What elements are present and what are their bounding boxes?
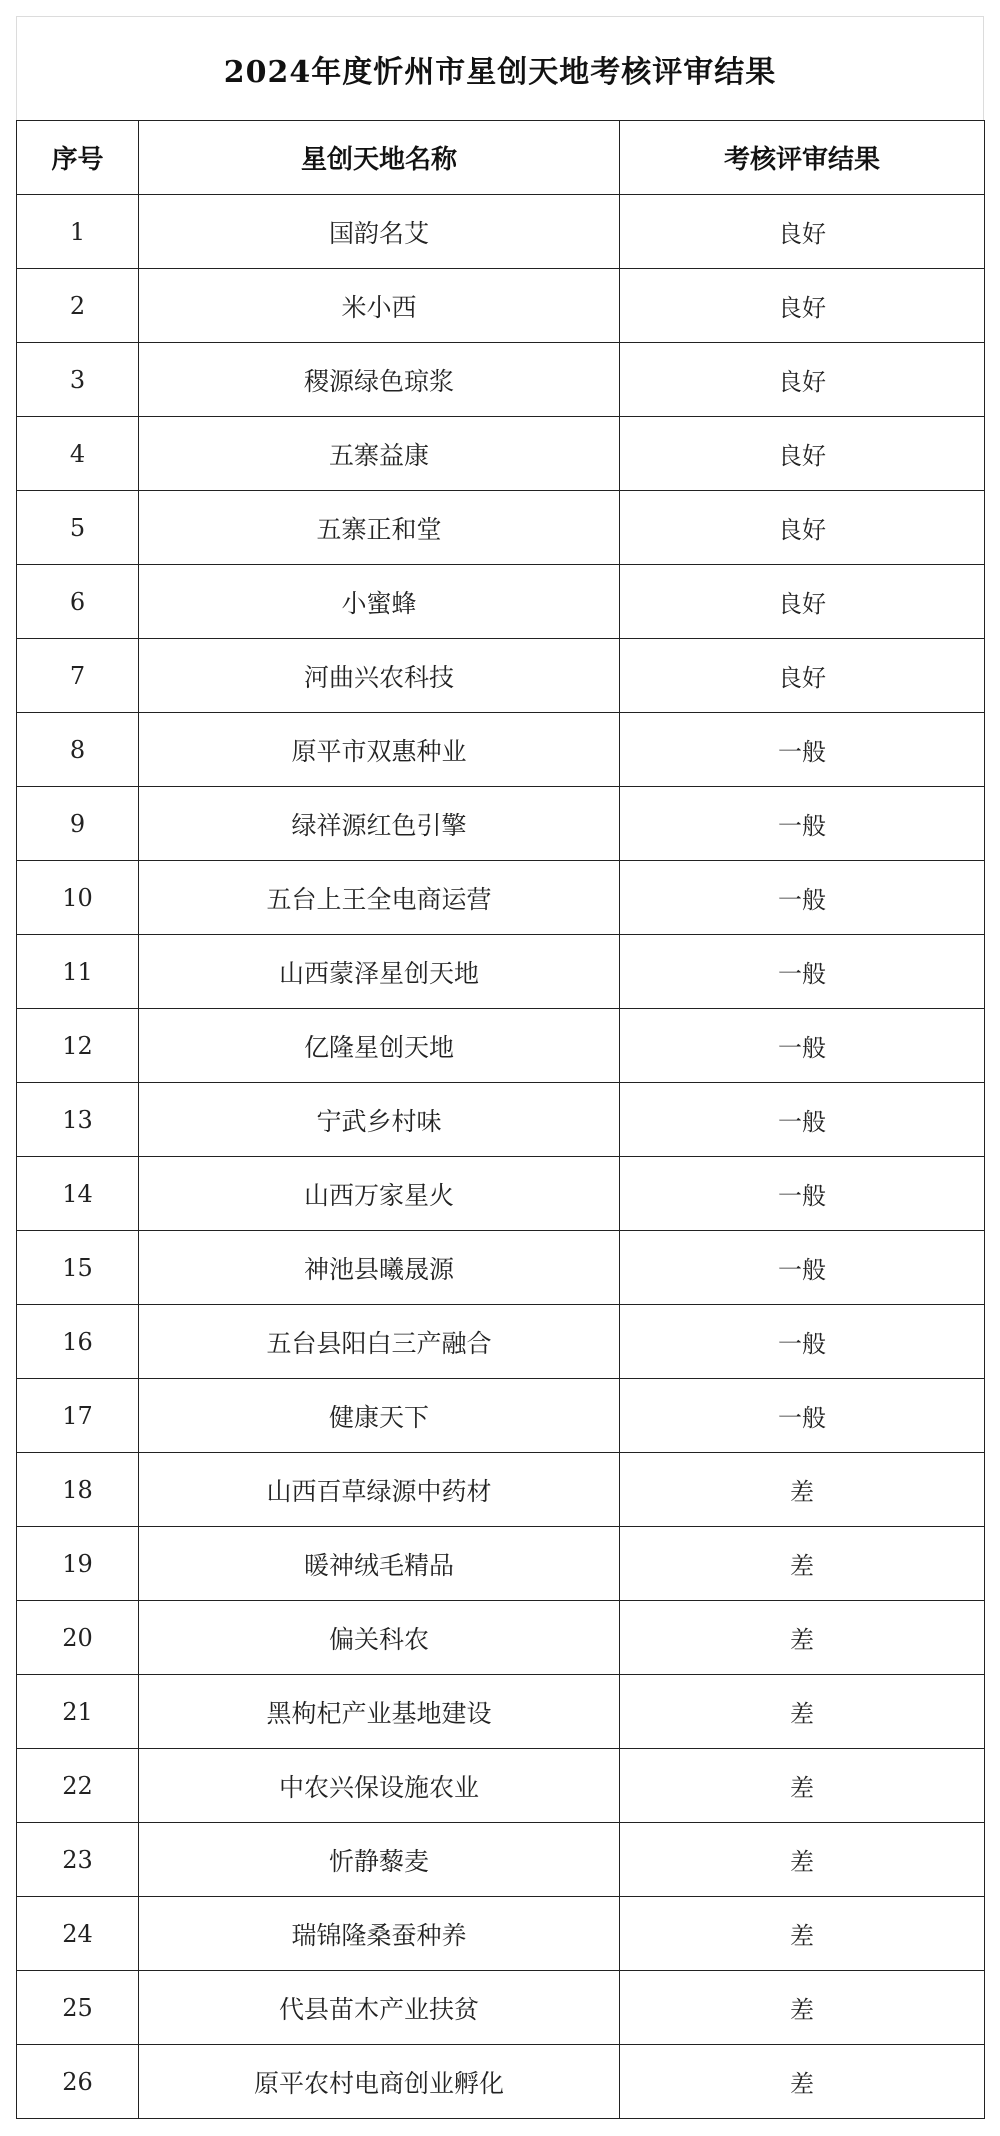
table-row [17, 935, 985, 1009]
cell-seq: 5 [17, 491, 139, 565]
table-row [17, 565, 985, 639]
table-row [17, 2045, 985, 2119]
cell-result: 一般 [620, 787, 985, 861]
cell-result: 一般 [620, 935, 985, 1009]
table-row [17, 1601, 985, 1675]
cell-seq: 4 [17, 417, 139, 491]
cell-name: 国韵名艾 [139, 195, 620, 269]
cell-seq: 7 [17, 639, 139, 713]
cell-result: 差 [620, 1749, 985, 1823]
cell-name: 山西百草绿源中药材 [139, 1453, 620, 1527]
table-row [17, 417, 985, 491]
cell-name: 暖神绒毛精品 [139, 1527, 620, 1601]
table-row [17, 639, 985, 713]
table-row [17, 1527, 985, 1601]
cell-seq: 9 [17, 787, 139, 861]
cell-name: 健康天下 [139, 1379, 620, 1453]
title-box [16, 16, 984, 120]
cell-name: 山西万家星火 [139, 1157, 620, 1231]
table-row [17, 1009, 985, 1083]
cell-name: 稷源绿色琼浆 [139, 343, 620, 417]
cell-result: 良好 [620, 195, 985, 269]
cell-name: 黑枸杞产业基地建设 [139, 1675, 620, 1749]
table-row [17, 1897, 985, 1971]
table-row [17, 1823, 985, 1897]
cell-result: 一般 [620, 1305, 985, 1379]
cell-seq: 25 [17, 1971, 139, 2045]
table-row [17, 1231, 985, 1305]
cell-name: 绿祥源红色引擎 [139, 787, 620, 861]
cell-seq: 20 [17, 1601, 139, 1675]
cell-seq: 8 [17, 713, 139, 787]
cell-seq: 18 [17, 1453, 139, 1527]
header-result: 考核评审结果 [620, 121, 985, 195]
cell-result: 差 [620, 1971, 985, 2045]
cell-seq: 10 [17, 861, 139, 935]
results-table [16, 120, 985, 2119]
cell-result: 一般 [620, 1231, 985, 1305]
header-name: 星创天地名称 [139, 121, 620, 195]
table-row [17, 713, 985, 787]
table-header-row [17, 121, 985, 195]
cell-seq: 13 [17, 1083, 139, 1157]
cell-name: 神池县曦晟源 [139, 1231, 620, 1305]
cell-seq: 11 [17, 935, 139, 1009]
header-seq: 序号 [17, 121, 139, 195]
cell-seq: 19 [17, 1527, 139, 1601]
cell-seq: 3 [17, 343, 139, 417]
cell-result: 良好 [620, 491, 985, 565]
cell-result: 差 [620, 1601, 985, 1675]
cell-result: 良好 [620, 343, 985, 417]
cell-result: 差 [620, 1675, 985, 1749]
cell-result: 差 [620, 1897, 985, 1971]
cell-result: 良好 [620, 269, 985, 343]
cell-name: 宁武乡村味 [139, 1083, 620, 1157]
table-row [17, 269, 985, 343]
table-row [17, 861, 985, 935]
cell-result: 差 [620, 1527, 985, 1601]
cell-seq: 17 [17, 1379, 139, 1453]
table-row [17, 1157, 985, 1231]
cell-name: 原平市双惠种业 [139, 713, 620, 787]
cell-seq: 14 [17, 1157, 139, 1231]
cell-name: 忻静藜麦 [139, 1823, 620, 1897]
cell-result: 一般 [620, 861, 985, 935]
cell-result: 良好 [620, 417, 985, 491]
cell-name: 原平农村电商创业孵化 [139, 2045, 620, 2119]
cell-name: 代县苗木产业扶贫 [139, 1971, 620, 2045]
cell-seq: 6 [17, 565, 139, 639]
cell-seq: 26 [17, 2045, 139, 2119]
cell-seq: 1 [17, 195, 139, 269]
cell-result: 差 [620, 1823, 985, 1897]
table-row [17, 1083, 985, 1157]
cell-seq: 24 [17, 1897, 139, 1971]
table-row [17, 1675, 985, 1749]
cell-seq: 23 [17, 1823, 139, 1897]
cell-result: 一般 [620, 1379, 985, 1453]
cell-name: 五台上王全电商运营 [139, 861, 620, 935]
document-sheet [16, 16, 984, 2119]
cell-result: 一般 [620, 713, 985, 787]
table-row [17, 1379, 985, 1453]
cell-name: 小蜜蜂 [139, 565, 620, 639]
cell-result: 差 [620, 2045, 985, 2119]
table-row [17, 491, 985, 565]
page-title: 2024年度忻州市星创天地考核评审结果 [223, 54, 777, 90]
cell-result: 良好 [620, 565, 985, 639]
cell-result: 一般 [620, 1083, 985, 1157]
cell-result: 一般 [620, 1157, 985, 1231]
table-row [17, 195, 985, 269]
cell-seq: 21 [17, 1675, 139, 1749]
cell-result: 差 [620, 1453, 985, 1527]
cell-name: 五台县阳白三产融合 [139, 1305, 620, 1379]
cell-result: 良好 [620, 639, 985, 713]
cell-seq: 15 [17, 1231, 139, 1305]
cell-name: 中农兴保设施农业 [139, 1749, 620, 1823]
cell-seq: 12 [17, 1009, 139, 1083]
table-row [17, 1749, 985, 1823]
cell-name: 米小西 [139, 269, 620, 343]
cell-seq: 22 [17, 1749, 139, 1823]
table-row [17, 787, 985, 861]
cell-name: 亿隆星创天地 [139, 1009, 620, 1083]
cell-name: 瑞锦隆桑蚕种养 [139, 1897, 620, 1971]
table-body [17, 195, 985, 2119]
cell-name: 河曲兴农科技 [139, 639, 620, 713]
cell-name: 偏关科农 [139, 1601, 620, 1675]
table-row [17, 343, 985, 417]
cell-name: 五寨益康 [139, 417, 620, 491]
cell-name: 山西蒙泽星创天地 [139, 935, 620, 1009]
table-row [17, 1305, 985, 1379]
cell-seq: 16 [17, 1305, 139, 1379]
cell-seq: 2 [17, 269, 139, 343]
cell-name: 五寨正和堂 [139, 491, 620, 565]
table-row [17, 1971, 985, 2045]
table-row [17, 1453, 985, 1527]
cell-result: 一般 [620, 1009, 985, 1083]
